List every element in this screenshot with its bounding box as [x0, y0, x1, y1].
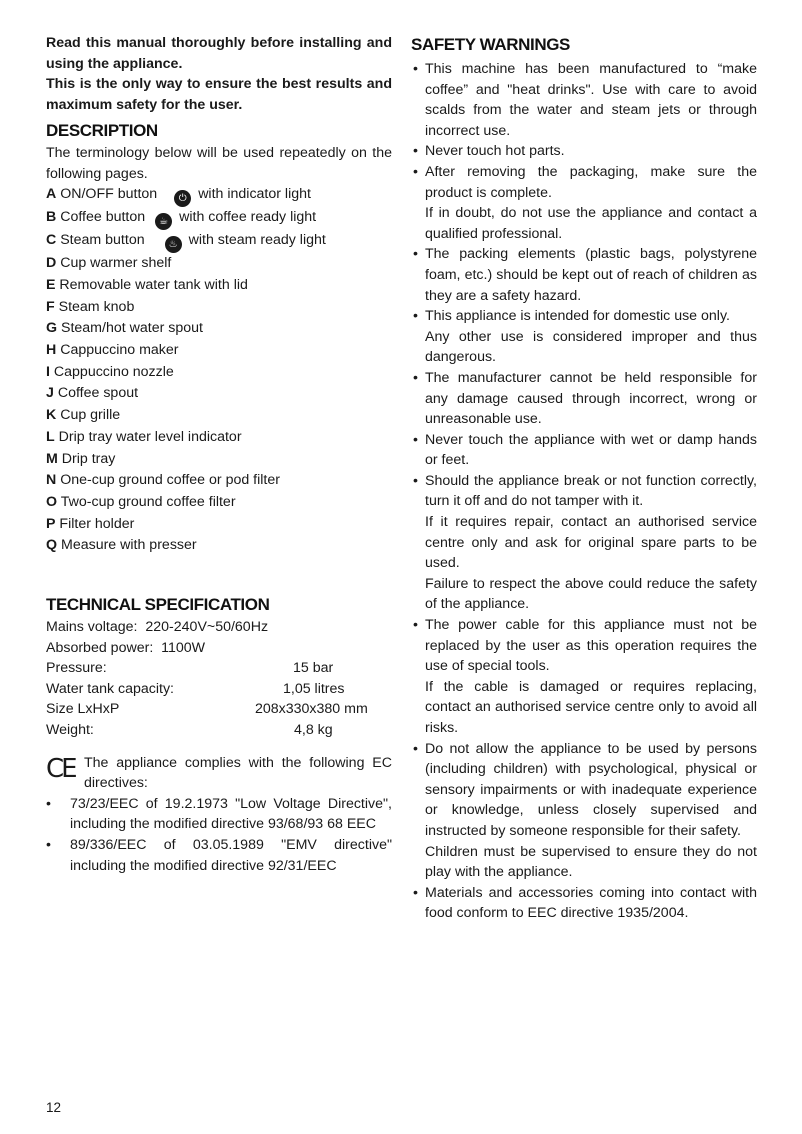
- warning-item: • Should the appliance break or not function correctly, turn it off and do not tamper with it. If it requires repair, contact an authorised service centre only and ask for original spare parts to be used. Failure to respect the above could reduce the safety of the appliance.: [411, 471, 757, 615]
- term-item: O Two-cup ground coffee filter: [46, 493, 236, 510]
- ec-directive-list: [46, 794, 392, 876]
- terminology-list: [46, 184, 392, 557]
- warning-item: • The power cable for this appliance must not be replaced by the user as this operation requires the use of special tools. If the cable is damaged or requires replacing, contact an authorised service centre only to avoid all risks.: [411, 615, 757, 739]
- term-item: L Drip tray water level indicator: [46, 428, 242, 445]
- ce-compliance: [46, 753, 392, 877]
- spec-table: [46, 617, 392, 741]
- warning-item: • The manufacturer cannot be held responsible for any damage caused through incorrect, wrong or unreasonable use.: [411, 368, 757, 430]
- spec-row-weight: Weight: 4,8 kg: [46, 722, 333, 738]
- intro-read-manual: Read this manual thoroughly before installing and using the appliance.: [46, 35, 392, 72]
- term-item: B Coffee button ☕ with coffee ready light: [46, 207, 392, 230]
- description-lead: The terminology below will be used repeatedly on the following pages.: [46, 145, 392, 182]
- safety-warning-list: [411, 59, 757, 924]
- term-item: I Cappuccino nozzle: [46, 363, 174, 380]
- ec-directive: • 89/336/EEC of 03.05.1989 "EMV directive" including the modified directive 92/31/EEC: [46, 835, 392, 876]
- term-item: M Drip tray: [46, 450, 116, 467]
- warning-item: • After removing the packaging, make sure the product is complete. If in doubt, do not use the appliance and contact a qualified professional.: [411, 162, 757, 244]
- term-item: K Cup grille: [46, 407, 121, 424]
- term-item: N One-cup ground coffee or pod filter: [46, 472, 280, 489]
- ce-statement: The appliance complies with the following EC directives:: [84, 754, 392, 792]
- coffee-cup-icon: ☕: [155, 213, 172, 230]
- spec-row-tank: Water tank capacity: 1,05 litres: [46, 680, 345, 697]
- description-heading: DESCRIPTION: [46, 121, 158, 140]
- spec-row-size: Size LxHxP 208x330x380 mm: [46, 701, 368, 718]
- term-item: A ON/OFF button ⏻ with indicator light: [46, 184, 392, 207]
- technical-specification-heading: TECHNICAL SPECIFICATION: [46, 595, 270, 615]
- warning-item: • The packing elements (plastic bags, polystyrene foam, etc.) should be kept out of reach of children as they are a safety hazard.: [411, 244, 757, 306]
- power-icon: ⏻: [174, 190, 191, 207]
- term-item: C Steam button ♨ with steam ready light: [46, 230, 392, 253]
- intro-best-results: This is the only way to ensure the best results and maximum safety for the user.: [46, 76, 392, 113]
- term-item: D Cup warmer shelf: [46, 255, 172, 272]
- steam-icon: ♨: [165, 236, 182, 253]
- term-item: G Steam/hot water spout: [46, 320, 203, 337]
- term-item: E Removable water tank with lid: [46, 276, 248, 293]
- term-item: Q Measure with presser: [46, 537, 197, 554]
- warning-item: • Never touch the appliance with wet or damp hands or feet.: [411, 430, 757, 471]
- page-number: 12: [46, 1100, 62, 1115]
- warning-item: • This appliance is intended for domestic use only. Any other use is considered improper and thus dangerous.: [411, 306, 757, 368]
- safety-warnings-heading: SAFETY WARNINGS: [411, 35, 570, 54]
- spec-row-power: Absorbed power: 1100W: [46, 639, 206, 656]
- ce-mark-icon: CE: [46, 753, 75, 784]
- spec-row-pressure: Pressure: 15 bar: [46, 660, 334, 677]
- term-item: P Filter holder: [46, 515, 135, 532]
- ec-directive: • 73/23/EEC of 19.2.1973 "Low Voltage Directive", including the modified directive 93/68/93 68 EEC: [46, 794, 392, 835]
- spec-row-mains: Mains voltage: 220-240V~50/60Hz: [46, 619, 269, 636]
- warning-item: • This machine has been manufactured to “make coffee” and "heat drinks". Use with care to avoid scalds from the water and steam jets or through incorrect use.: [411, 59, 757, 141]
- warning-item: • Materials and accessories coming into contact with food conform to EEC directive 1935/2004.: [411, 883, 757, 924]
- right-column: [411, 33, 757, 924]
- term-item: H Cappuccino maker: [46, 342, 179, 358]
- left-column: [46, 33, 392, 876]
- warning-item: • Never touch hot parts.: [411, 141, 757, 162]
- warning-item: • Do not allow the appliance to be used by persons (including children) with psychological, physical or sensory impairments or with inadequate experience or knowledge, unless closely supervised and instructed by someone responsible for their safety. Children must be supervised to ensure they do not play with the appliance.: [411, 739, 757, 883]
- term-item: F Steam knob: [46, 298, 135, 315]
- term-item: J Coffee spout: [46, 385, 139, 402]
